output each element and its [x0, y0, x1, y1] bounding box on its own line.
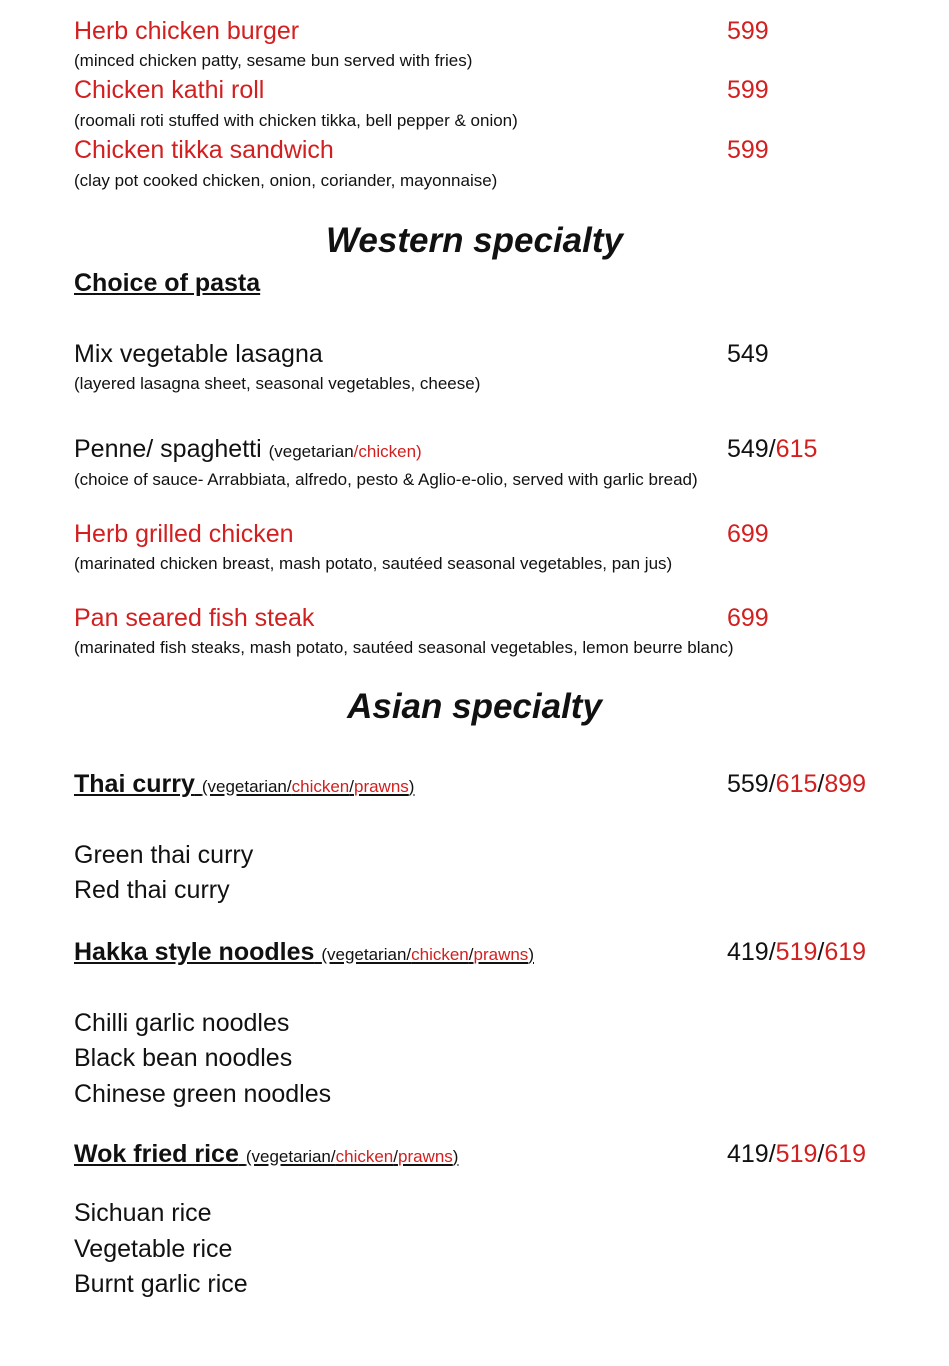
list-item: Vegetable rice: [74, 1235, 233, 1263]
option-vegetarian: (vegetarian: [268, 442, 354, 461]
price-chicken: 615: [775, 770, 818, 798]
option-separator: /: [393, 1147, 398, 1166]
option-close: ): [452, 1147, 459, 1166]
item-description: (choice of sauce- Arrabbiata, alfredo, pesto & Aglio-e-olio, served with garlic bread): [74, 470, 698, 489]
option-vegetarian: (vegetarian/: [245, 1147, 336, 1166]
price-group: [727, 937, 866, 967]
option-vegetarian: (vegetarian/: [201, 777, 292, 796]
item-description: (clay pot cooked chicken, onion, coriander, mayonnaise): [74, 171, 498, 190]
price-separator: /: [817, 938, 825, 966]
price-chicken: 615: [775, 435, 818, 463]
item-name: Penne/ spaghetti: [74, 435, 262, 463]
price-prawns: 899: [824, 770, 867, 798]
price-separator: /: [817, 1140, 825, 1168]
subheading-wok-fried-rice: [74, 1139, 458, 1172]
item-name: Mix vegetable lasagna: [74, 340, 323, 368]
item-price: 549: [727, 340, 769, 368]
option-prawns: prawns: [353, 777, 409, 796]
price-separator: /: [817, 770, 825, 798]
option-prawns: prawns: [473, 945, 529, 964]
subheading-title: Hakka style noodles: [74, 938, 315, 966]
option-chicken: /chicken): [353, 442, 422, 461]
item-name: Pan seared fish steak: [74, 604, 315, 632]
price-vegetarian: 559/: [727, 770, 776, 798]
list-item: Chinese green noodles: [74, 1080, 332, 1108]
subheading-hakka-noodles: [74, 937, 534, 970]
price-vegetarian: 419/: [727, 938, 776, 966]
price-group: [727, 769, 866, 799]
item-description: (layered lasagna sheet, seasonal vegetables, cheese): [74, 374, 481, 393]
list-item: Chilli garlic noodles: [74, 1009, 290, 1037]
section-heading-asian: Asian specialty: [347, 687, 602, 726]
item-name-penne: [74, 434, 422, 467]
subheading-title: Wok fried rice: [74, 1140, 239, 1168]
price-group: [727, 434, 817, 464]
item-price: 599: [727, 136, 769, 164]
list-item: Red thai curry: [74, 876, 230, 904]
option-close: ): [528, 945, 534, 964]
option-separator: /: [468, 945, 474, 964]
item-price: 599: [727, 17, 769, 45]
list-item: Black bean noodles: [74, 1044, 293, 1072]
subheading-title: Thai curry: [74, 770, 195, 798]
item-description: (minced chicken patty, sesame bun served with fries): [74, 51, 473, 70]
option-chicken: chicken: [411, 945, 469, 964]
item-description: (marinated chicken breast, mash potato, sautéed seasonal vegetables, pan jus): [74, 554, 673, 573]
price-chicken: 519: [775, 938, 818, 966]
list-item: Sichuan rice: [74, 1199, 212, 1227]
item-name: Chicken tikka sandwich: [74, 136, 334, 164]
price-vegetarian: 419/: [727, 1140, 776, 1168]
item-name: Herb chicken burger: [74, 17, 300, 45]
list-item: Burnt garlic rice: [74, 1270, 248, 1298]
item-description: (marinated fish steaks, mash potato, sautéed seasonal vegetables, lemon beurre blanc): [74, 638, 734, 657]
item-description: (roomali roti stuffed with chicken tikka, bell pepper & onion): [74, 111, 518, 130]
item-name: Chicken kathi roll: [74, 76, 265, 104]
item-name: Herb grilled chicken: [74, 520, 294, 548]
section-heading-western: Western specialty: [326, 221, 623, 260]
price-prawns: 619: [824, 938, 867, 966]
list-item: Green thai curry: [74, 841, 254, 869]
option-chicken: chicken: [291, 777, 350, 796]
price-prawns: 619: [824, 1140, 867, 1168]
item-price: 599: [727, 76, 769, 104]
item-price: 699: [727, 520, 769, 548]
price-group: [727, 1139, 866, 1169]
option-separator: /: [349, 777, 354, 796]
subheading-thai-curry: [74, 769, 414, 802]
price-vegetarian: 549/: [727, 435, 776, 463]
option-vegetarian: (vegetarian/: [321, 945, 412, 964]
subheading-pasta: Choice of pasta: [74, 269, 261, 297]
price-chicken: 519: [775, 1140, 818, 1168]
item-price: 699: [727, 604, 769, 632]
option-chicken: chicken: [335, 1147, 394, 1166]
option-close: ): [408, 777, 415, 796]
option-prawns: prawns: [397, 1147, 453, 1166]
